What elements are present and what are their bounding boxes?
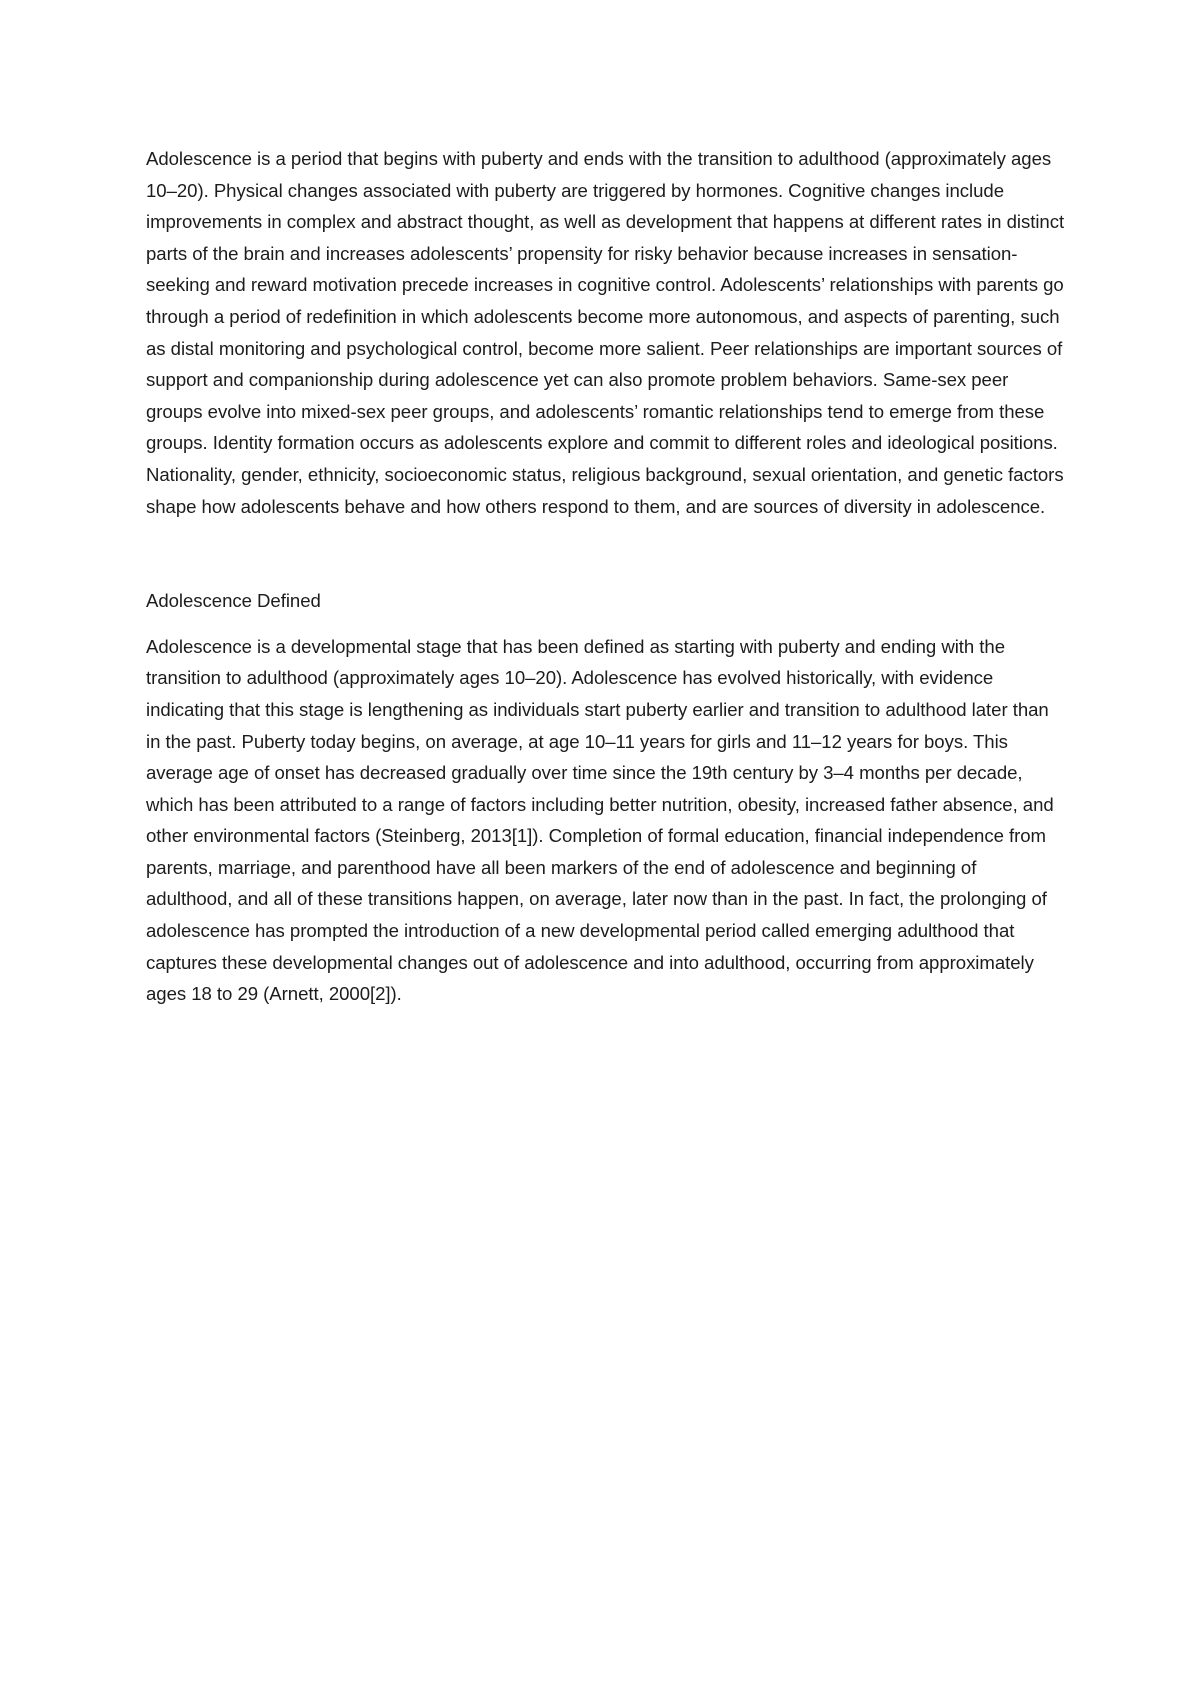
section-heading: Adolescence Defined	[146, 590, 321, 612]
document-body	[146, 143, 1066, 1010]
section-paragraph: Adolescence is a developmental stage that has been defined as starting with puberty and ending with the transition to adulthood (approximately ages 10–20). Adolescence has evolved historically, with evidence indicating that this stage is lengthening as individuals start puberty earlier and transition to adulthood later than in the past. Puberty today begins, on average, at age 10–11 years for girls and 11–12 years for boys. This average age of onset has decreased gradually over time since the 19th century by 3–4 months per decade, which has been attributed to a range of factors including better nutrition, obesity, increased father absence, and other environmental factors (Steinberg, 2013[1]). Completion of formal education, financial independence from parents, marriage, and parenthood have all been markers of the end of adolescence and beginning of adulthood, and all of these transitions happen, on average, later now than in the past. In fact, the prolonging of adolescence has prompted the introduction of a new developmental period called emerging adulthood that captures these developmental changes out of adolescence and into adulthood, occurring from approximately ages 18 to 29 (Arnett, 2000[2]).	[146, 635, 1054, 1005]
intro-paragraph: Adolescence is a period that begins with puberty and ends with the transition to adulthood (approximately ages 10–20). Physical changes associated with puberty are triggered by hormones. Cognitive changes include improvements in complex and abstract thought, as well as development that happens at different rates in distinct parts of the brain and increases adolescents’ propensity for risky behavior because increases in sensation-seeking and reward motivation precede increases in cognitive control. Adolescents’ relationships with parents go through a period of redefinition in which adolescents become more autonomous, and aspects of parenting, such as distal monitoring and psychological control, become more salient. Peer relationships are important sources of support and companionship during adolescence yet can also promote problem behaviors. Same-sex peer groups evolve into mixed-sex peer groups, and adolescents’ romantic relationships tend to emerge from these groups. Identity formation occurs as adolescents explore and commit to different roles and ideological positions. Nationality, gender, ethnicity, socioeconomic status, religious background, sexual orientation, and genetic factors shape how adolescents behave and how others respond to them, and are sources of diversity in adolescence.	[146, 148, 1065, 517]
